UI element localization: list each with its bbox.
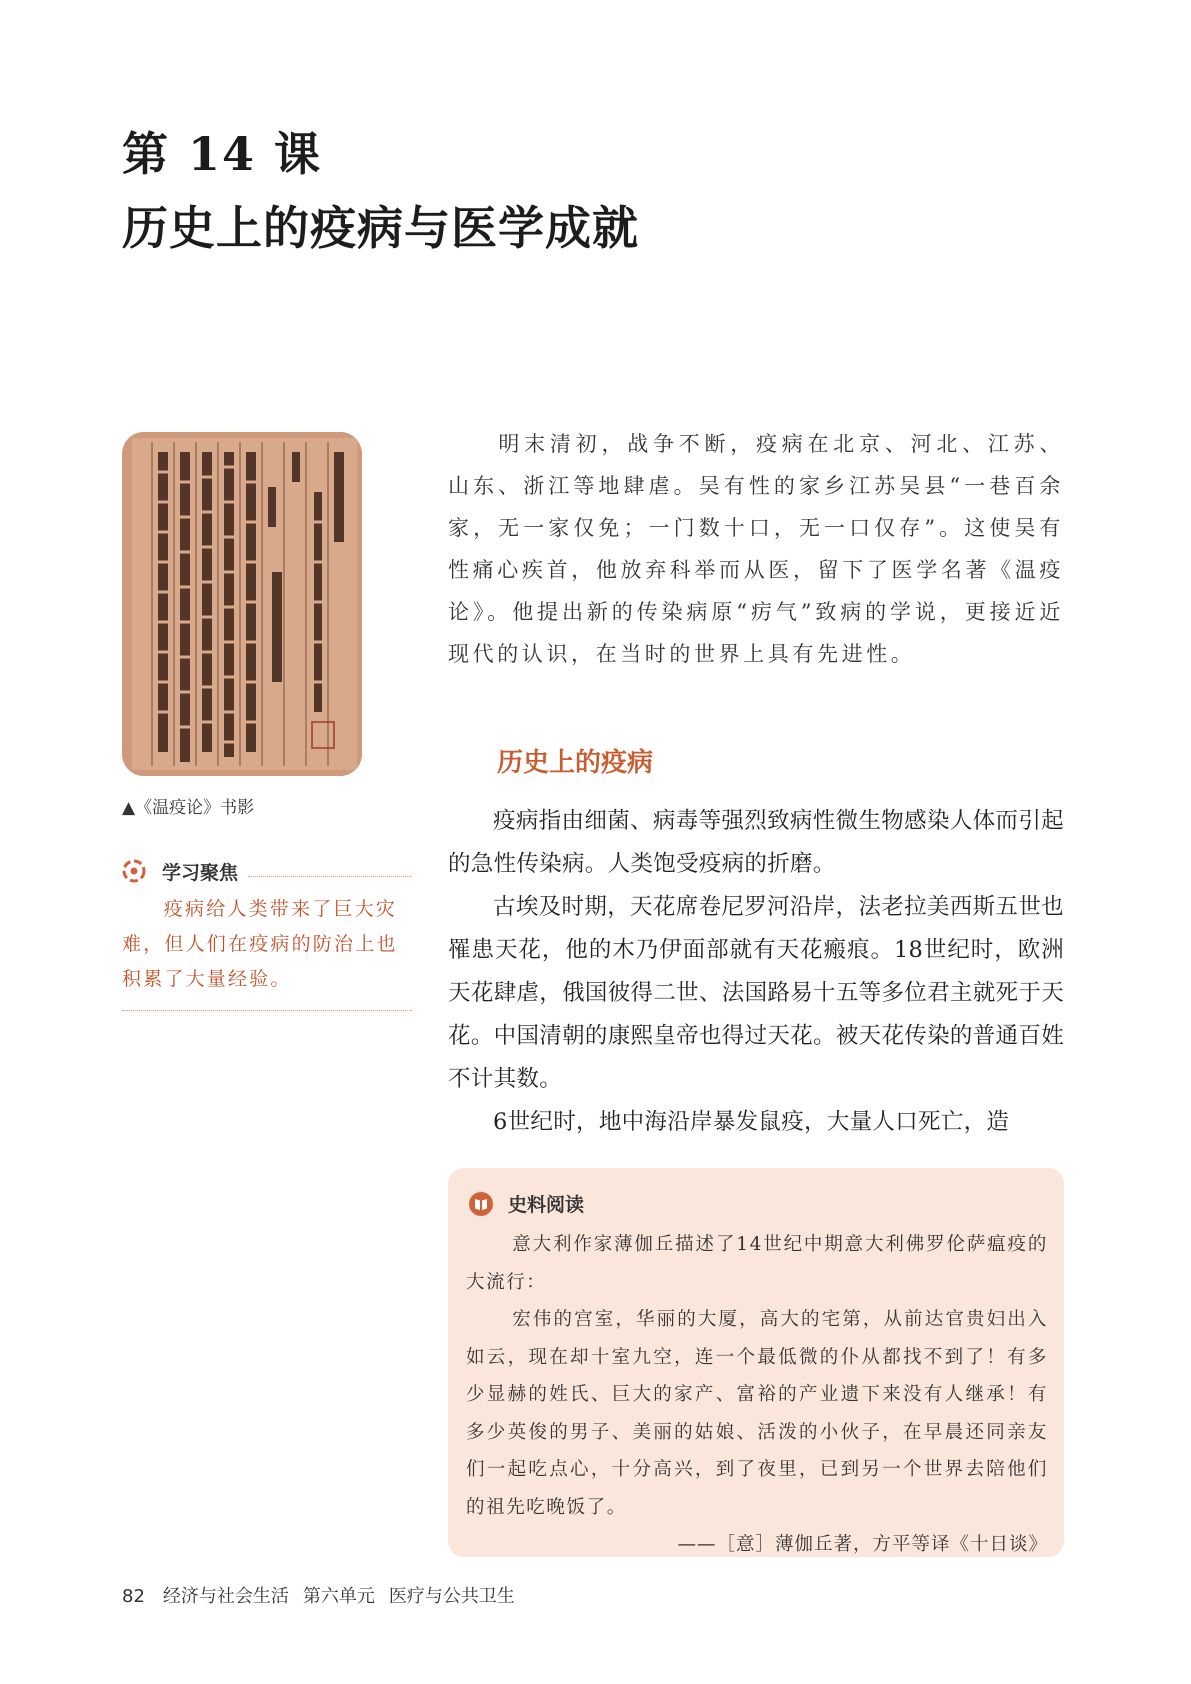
dotted-divider [122,1010,412,1011]
unit-number: 第六单元 [302,1586,375,1607]
source-attribution: ——［意］薄伽丘著，方平等译《十日谈》 [677,1534,1048,1555]
source-reading-box [448,1168,1064,1557]
paragraph: 6世纪时，地中海沿岸暴发鼠疫，大量人口死亡，造 [493,1109,1010,1135]
source-quote: 宏伟的宫室，华丽的大厦，高大的宅第，从前达官贵妇出入如云，现在却十室九空，连一个最低微的仆从都找不到了！有多少显赫的姓氏、巨大的家产、富裕的产业遗下来没有人继承！有多少英俊的男子、美丽的姑娘、活泼的小伙子，在早晨还同亲友们一起吃点心，十分高兴，到了夜里，已到另一个世界去陪他们的祖先吃晚饭了。 [466,1309,1048,1518]
dotted-divider [248,866,412,877]
intro-paragraph: 明末清初，战争不断，疫病在北京、河北、江苏、山东、浙江等地肆虐。吴有性的家乡江苏吴县“一巷百余家，无一家仅免；一门数十口，无一口仅存”。这使吴有性痛心疾首，他放弃科举而从医，留下了医学名著《温疫论》。他提出新的传染病原“疠气”致病的学说，更接近近现代的认识，在当时的世界上具有先进性。 [448,432,1064,666]
section-body [448,800,1064,1144]
learning-focus-text: 疫病给人类带来了巨大灾难，但人们在疫病的防治上也积累了大量经验。 [122,898,398,990]
book-title: 经济与社会生活 [162,1586,289,1607]
target-icon [122,859,146,883]
book-photo [122,432,362,776]
paragraph: 古埃及时期，天花席卷尼罗河沿岸，法老拉美西斯五世也罹患天花，他的木乃伊面部就有天花瘢痕。18世纪时，欧洲天花肆虐，俄国彼得二世、法国路易十五等多位君主就死于天花。中国清朝的康熙皇帝也得过天花。被天花传染的普通百姓不计其数。 [448,894,1064,1092]
book-icon [468,1191,494,1217]
learning-focus-title: 学习聚焦 [162,861,239,884]
source-reading-body [466,1226,1048,1564]
page-footer [122,1582,515,1608]
source-reading-header [468,1190,584,1217]
unit-title: 医疗与公共卫生 [388,1586,515,1607]
learning-focus-header [122,856,412,886]
source-intro: 意大利作家薄伽丘描述了14世纪中期意大利佛罗伦萨瘟疫的大流行： [466,1234,1048,1293]
lesson-number: 第 14 课 [122,127,323,181]
lesson-title: 历史上的疫病与医学成就 [122,201,639,255]
source-reading-title: 史料阅读 [508,1194,585,1216]
page-number: 82 [122,1586,145,1607]
photo-caption: ▲《温疫论》书影 [122,798,255,818]
section-heading: 历史上的疫病 [497,748,654,778]
paragraph: 疫病指由细菌、病毒等强烈致病性微生物感染人体而引起的急性传染病。人类饱受疫病的折磨。 [448,808,1064,877]
